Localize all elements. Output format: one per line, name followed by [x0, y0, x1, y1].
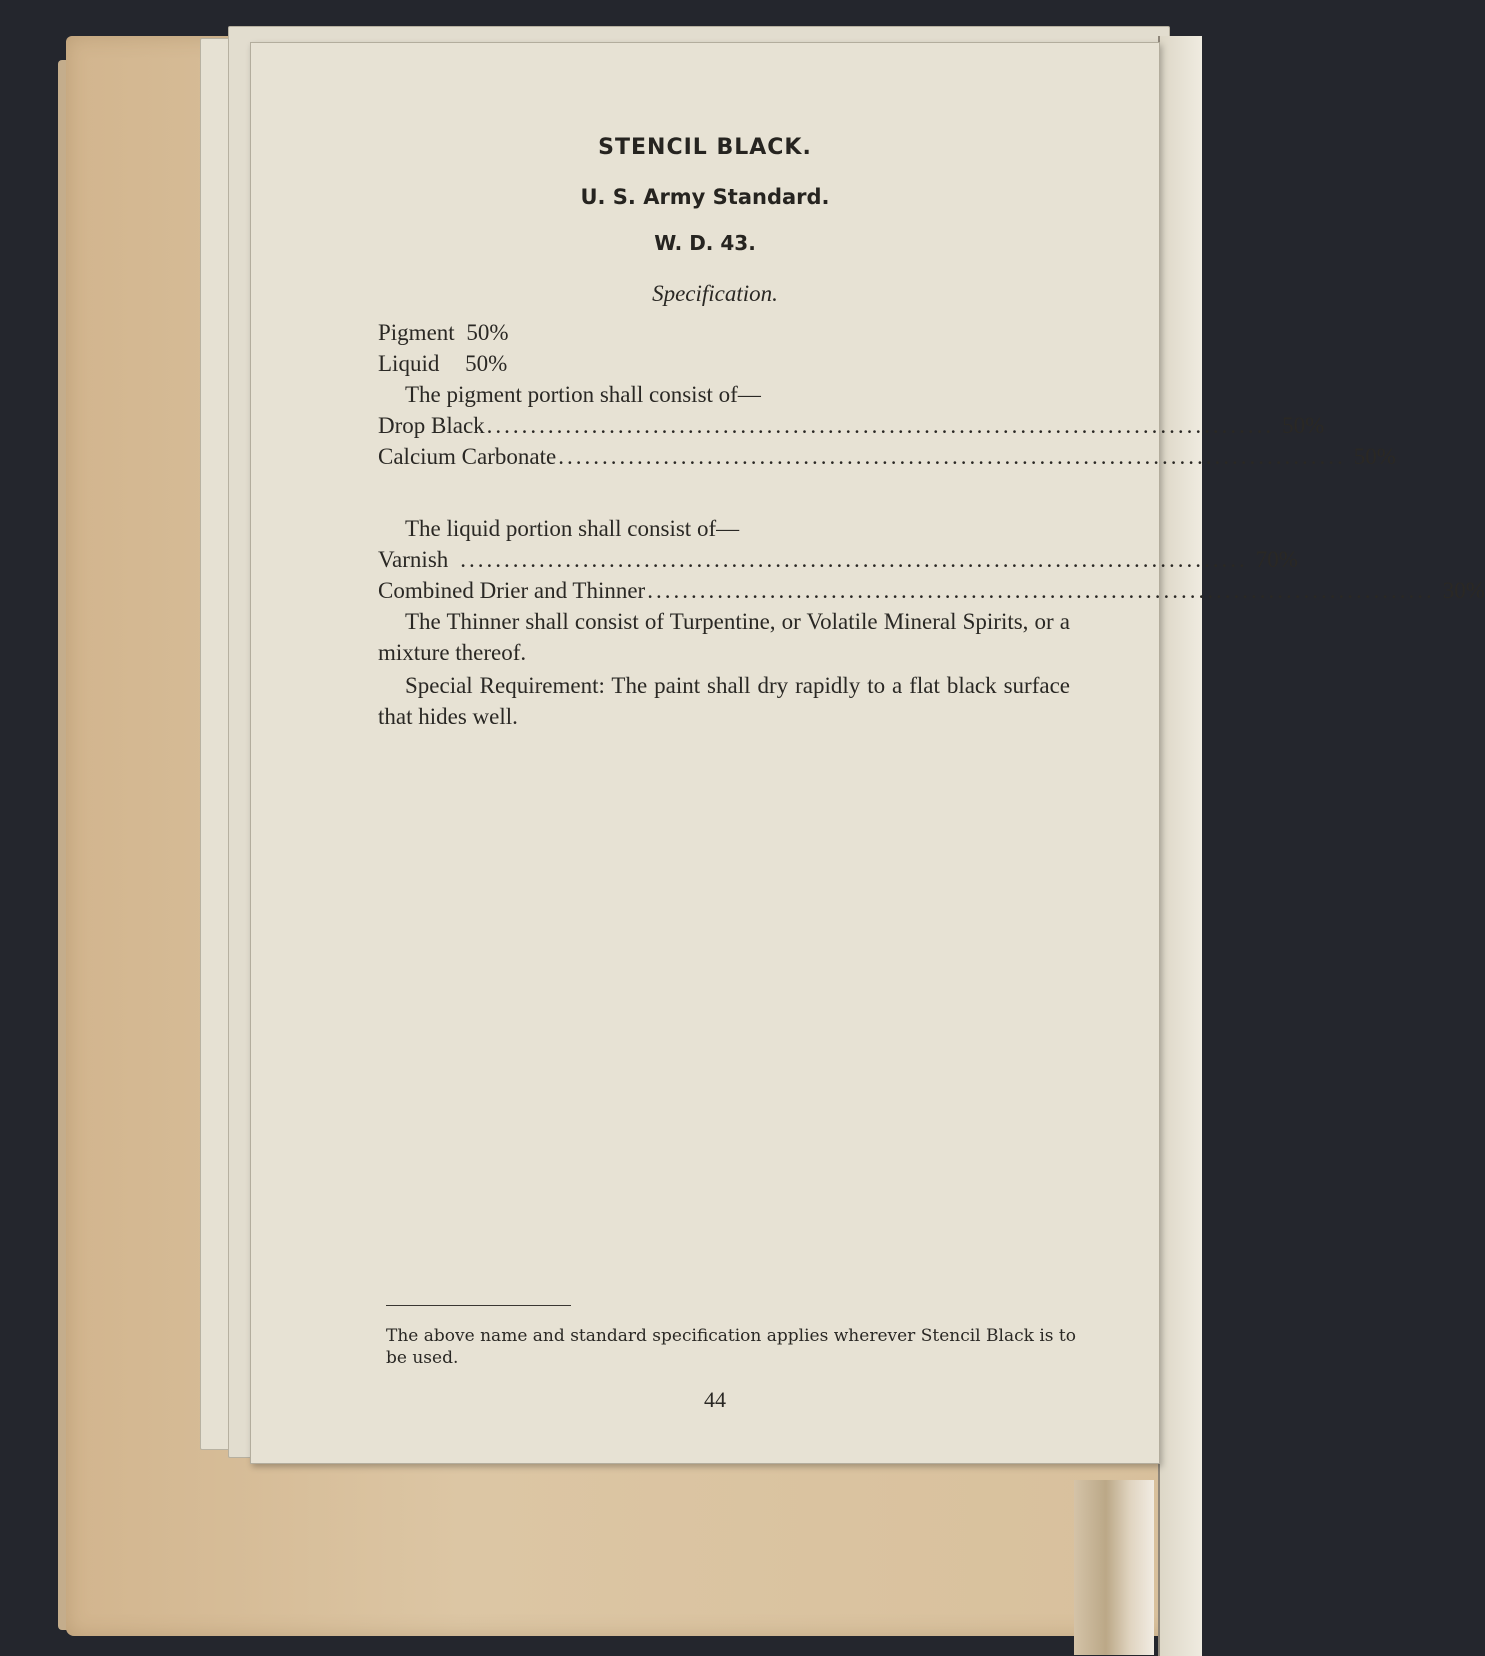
section-heading: Specification. — [652, 281, 778, 306]
leader-dots: .......................................................................................... — [460, 547, 1248, 572]
pigment-item — [378, 410, 1325, 441]
thinner-note: The Thinner shall consist of Turpentine, or Volatile Mineral Spirits, or a mixture thereof. — [378, 609, 1070, 665]
composition-value: 50% — [466, 320, 509, 345]
composition-row — [378, 317, 1070, 348]
liquid-block — [378, 513, 1485, 732]
item-value: 70% — [1255, 547, 1298, 572]
composition-block — [378, 317, 1396, 472]
page-number: 44 — [704, 1387, 726, 1412]
pigment-item — [378, 441, 1396, 472]
item-value: 30% — [1442, 578, 1485, 603]
document-designation: W. D. 43. — [654, 231, 756, 255]
item-label: Varnish — [378, 547, 449, 572]
document-title: STENCIL BLACK. — [598, 135, 812, 160]
item-value: 50% — [1282, 413, 1325, 438]
item-label: Drop Black — [378, 413, 485, 438]
document-page — [250, 42, 1485, 1464]
liquid-item — [378, 575, 1485, 606]
pigment-intro: The pigment portion shall consist of— — [405, 382, 761, 407]
footnote-rule — [386, 1305, 571, 1306]
composition-label: Pigment — [378, 320, 455, 345]
leader-dots: .......................................................................................... — [558, 444, 1346, 469]
document-subtitle: U. S. Army Standard. — [580, 185, 830, 209]
spine-binding — [1074, 1480, 1154, 1655]
item-value: 50% — [1353, 444, 1396, 469]
liquid-intro: The liquid portion shall consist of— — [405, 516, 740, 541]
footnote: The above name and standard specification applies wherever Stencil Black is to be used. — [386, 1326, 1076, 1368]
leader-dots: .......................................................................................... — [647, 578, 1435, 603]
composition-label: Liquid — [378, 351, 440, 376]
leader-dots: .......................................................................................... — [486, 413, 1275, 438]
liquid-item — [378, 544, 1298, 575]
item-label: Calcium Carbonate — [378, 444, 557, 469]
special-requirement: Special Requirement: The paint shall dry rapidly to a flat black surface that hides well. — [378, 673, 1070, 729]
composition-value: 50% — [465, 351, 508, 376]
item-label: Combined Drier and Thinner — [378, 578, 646, 603]
composition-row — [378, 348, 1070, 379]
facing-page-edge — [1158, 36, 1202, 1656]
